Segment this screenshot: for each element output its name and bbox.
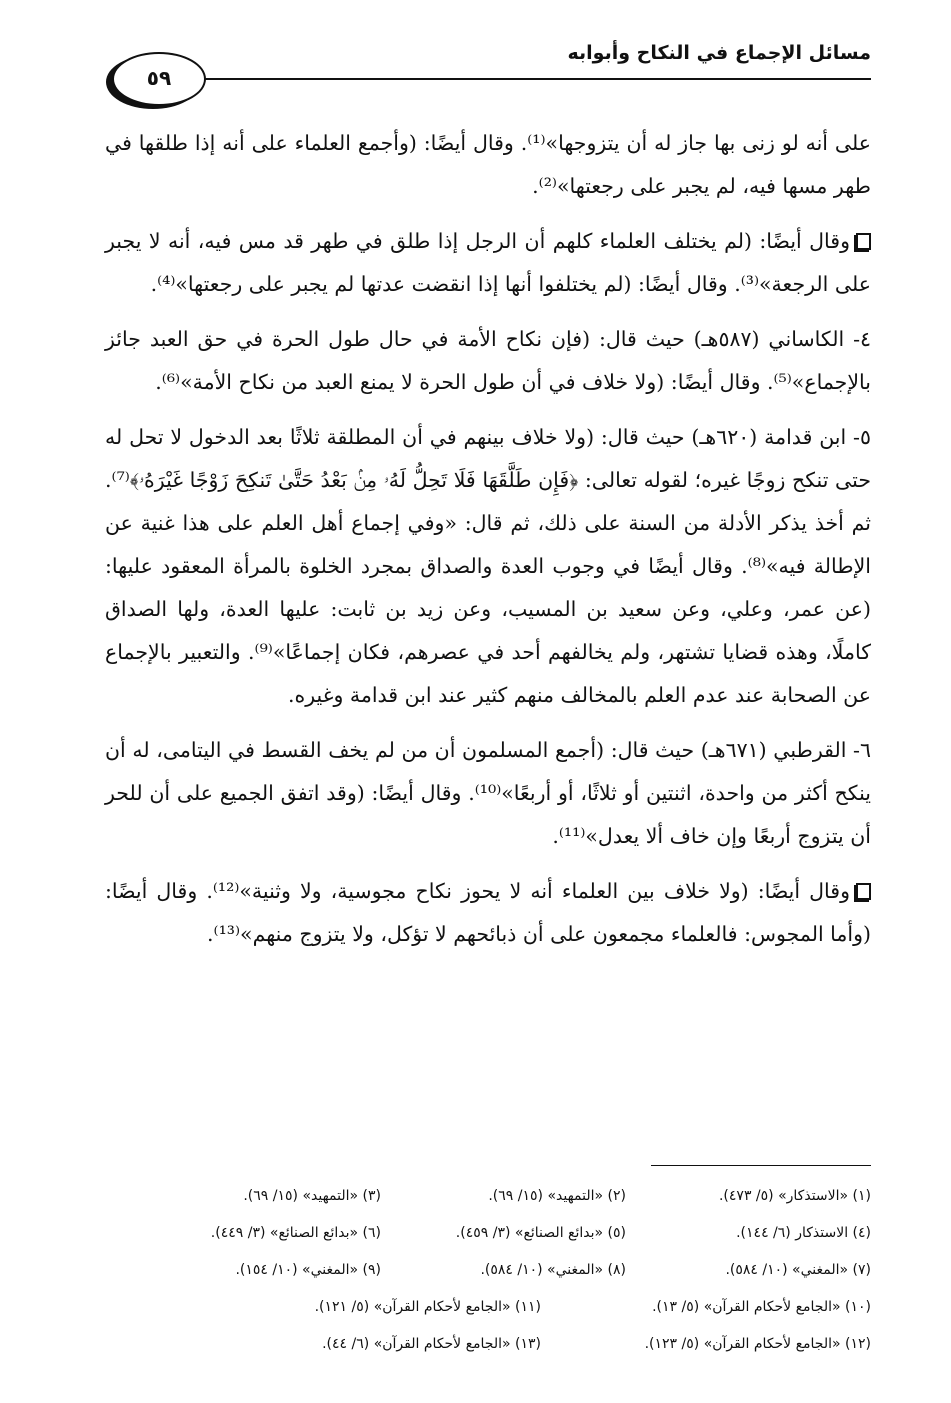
footnote: (١) «الاستذكار» (٥/ ٤٧٣). xyxy=(718,1187,871,1204)
paragraph xyxy=(105,220,871,306)
square-marker-icon xyxy=(856,233,871,250)
running-header-title: مسائل الإجماع في النكاح وأبوابه xyxy=(567,42,871,64)
footnote: (١٠) «الجامع لأحكام القرآن» (٥/ ١٣). xyxy=(652,1298,871,1315)
footnote: (١٢) «الجامع لأحكام القرآن» (٥/ ١٢٣). xyxy=(644,1335,871,1352)
paragraph xyxy=(105,122,871,208)
footnote: (٧) «المغني» (١٠/ ٥٨٤). xyxy=(725,1261,871,1278)
paragraph-text: وقال أيضًا: (لم يختلف العلماء كلهم أن الرجل إذا طلق في طهر قد مس فيه، أنه لا يجبر على الرجعة»⁽³⁾. وقال أيضًا: (لم يختلفوا أنها إذا انقضت عدتها لم يجبر على رجعتها»⁽⁴⁾. xyxy=(105,229,871,296)
footnote: (١٣) «الجامع لأحكام القرآن» (٦/ ٤٤). xyxy=(322,1335,541,1352)
body-text xyxy=(105,122,871,968)
footnote: (٢) «التمهيد» (١٥/ ٦٩). xyxy=(488,1187,626,1204)
paragraph-text: على أنه لو زنى بها جاز له أن يتزوجها»⁽¹⁾. وقال أيضًا: (وأجمع العلماء على أنه إذا طلقها في طهر مسها فيه، لم يجبر على رجعتها»⁽²⁾. xyxy=(105,131,871,198)
paragraph xyxy=(105,729,871,858)
paragraph-text: ٤- الكاساني (٥٨٧هـ) حيث قال: (فإن نكاح الأمة في حال طول الحرة في حق العبد جائز بالإجماع»⁽⁵⁾. وقال أيضًا: (ولا خلاف في أن طول الحرة لا يمنع العبد من نكاح الأمة»⁽⁶⁾. xyxy=(105,327,872,394)
footnote-row xyxy=(80,1251,871,1288)
footnote: (٨) «المغني» (١٠/ ٥٨٤). xyxy=(480,1261,626,1278)
footnote-row xyxy=(80,1177,871,1214)
footnote: (٣) «التمهيد» (١٥/ ٦٩). xyxy=(243,1187,381,1204)
paragraph xyxy=(105,870,871,956)
footnote: (٤) الاستذكار (٦/ ١٤٤). xyxy=(736,1224,871,1241)
footnote-row xyxy=(80,1288,871,1325)
paragraph xyxy=(105,416,871,717)
page-number-badge xyxy=(112,52,206,106)
footnotes xyxy=(80,1177,871,1362)
footnote-row xyxy=(80,1325,871,1362)
paragraph-text: ٦- القرطبي (٦٧١هـ) حيث قال: (أجمع المسلمون أن من لم يخف القسط في اليتامى، له أن ينكح أكثر من واحدة، اثنتين أو ثلاثًا، أو أربعًا»⁽¹⁰⁾. وقال أيضًا: (وقد اتفق الجميع على أن للحر أن يتزوج أربعًا وإن خاف ألا يعدل»⁽¹¹⁾. xyxy=(105,738,872,848)
paragraph xyxy=(105,318,871,404)
paragraph-text: ٥- ابن قدامة (٦٢٠هـ) حيث قال: (ولا خلاف بينهم في أن المطلقة ثلاثًا بعد الدخول لا تحل له حتى تنكح زوجًا غيره؛ لقوله تعالى: ﴿فَإِن طَلَّقَهَا فَلَا تَحِلُّ لَهُۥ مِنۢ بَعْدُ حَتَّىٰ تَنكِحَ زَوْجًا غَيْرَهُۥ﴾⁽⁷⁾. ثم أخذ يذكر الأدلة من السنة على ذلك، ثم قال: «وفي إجماع أهل العلم على هذا غنية عن الإطالة فيه»⁽⁸⁾. وقال أيضًا في وجوب العدة والصداق بمجرد الخلوة بالمرأة المعقود عليها: (عن عمر، وعلي، وعن سعيد بن المسيب، وعن زيد بن ثابت: عليها العدة، ولها الصداق كاملًا، وهذه قضايا تشتهر، ولم يخالفهم أحد في عصرهم، فكان إجماعًا»⁽⁹⁾. والتعبير بالإجماع عن الصحابة عند عدم العلم بالمخالف منهم كثير عند ابن قدامة وغيره. xyxy=(105,425,871,707)
footnote-row xyxy=(80,1214,871,1251)
footnote: (١١) «الجامع لأحكام القرآن» (٥/ ١٢١). xyxy=(314,1298,541,1315)
footnote: (٥) «بدائع الصنائع» (٣/ ٤٥٩). xyxy=(455,1224,626,1241)
page-number: ٥٩ xyxy=(146,66,172,90)
header-rule xyxy=(200,78,871,80)
footnote: (٩) «المغني» (١٠/ ١٥٤). xyxy=(235,1261,381,1278)
footnote-separator xyxy=(651,1165,871,1166)
footnote: (٦) «بدائع الصنائع» (٣/ ٤٤٩). xyxy=(210,1224,381,1241)
paragraph-text: وقال أيضًا: (ولا خلاف بين العلماء أنه لا يحوز نكاح مجوسية، ولا وثنية»⁽¹²⁾. وقال أيضًا: (وأما المجوس: فالعلماء مجمعون على أن ذبائحهم لا تؤكل، ولا يتزوج منهم»⁽¹³⁾. xyxy=(105,879,871,946)
square-marker-icon xyxy=(856,883,871,900)
